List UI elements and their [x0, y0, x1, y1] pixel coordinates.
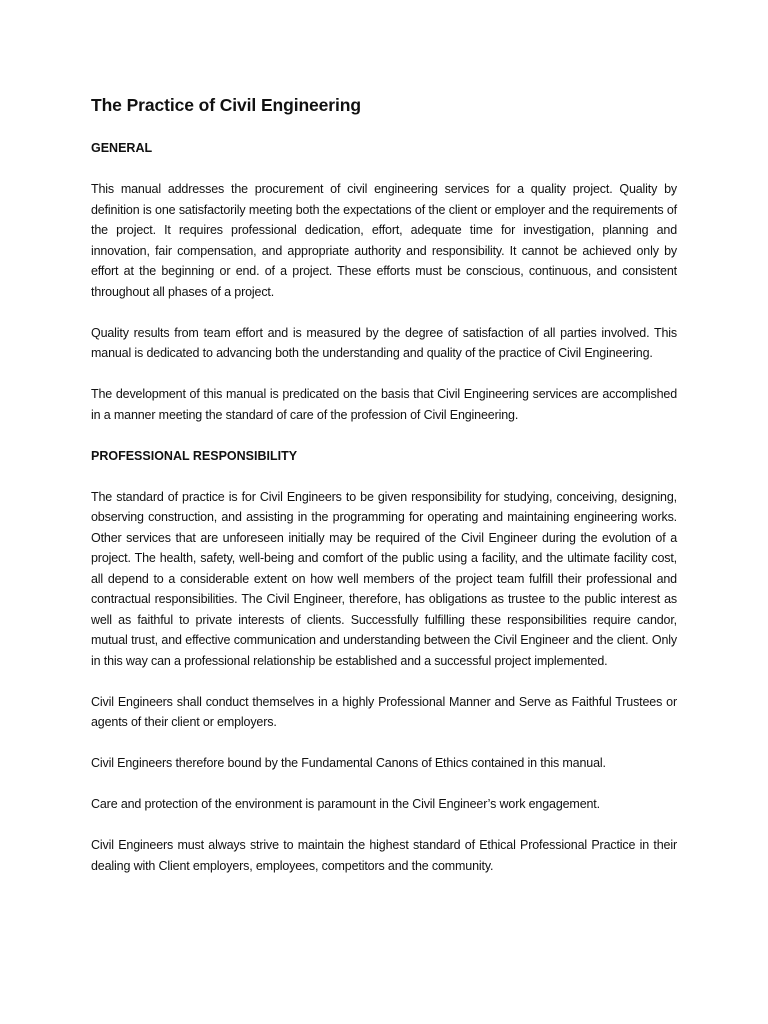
section-heading: PROFESSIONAL RESPONSIBILITY: [91, 448, 298, 463]
paragraph: The standard of practice is for Civil Engineers to be given responsibility for studying, conceiving, designing, observing construction, and assisting in the programming for operating and maintaining engineering works. Other services that are unforeseen initially may be required of the Civil Engineer during the evolution of a project. The health, safety, well-being and comfort of the public using a facility, and the ultimate facility cost, all depend to a considerable extent on how well members of the project team fulfill their professional and contractual responsibilities. The Civil Engineer, therefore, has obligations as trustee to the public interest as well as faithful to private interests of clients. Successfully fulfilling these responsibilities require candor, mutual trust, and effective communication and understanding between the Civil Engineer and the client. Only in this way can a professional relationship be established and a successful project implemented.: [91, 489, 677, 668]
paragraph: Quality results from team effort and is measured by the degree of satisfaction of all parties involved. This manual is dedicated to advancing both the understanding and quality of the practice of Civil Engineering.: [91, 325, 677, 360]
paragraph: Civil Engineers therefore bound by the Fundamental Canons of Ethics contained in this manual.: [91, 756, 606, 770]
paragraph: Civil Engineers shall conduct themselves in a highly Professional Manner and Serve as Faithful Trustees or agents of their client or employers.: [91, 694, 677, 729]
page-title: The Practice of Civil Engineering: [91, 95, 361, 115]
section-heading: GENERAL: [91, 141, 153, 155]
paragraph: This manual addresses the procurement of civil engineering services for a quality project. Quality by definition is one satisfactorily meeting both the expectations of the client or employer and the requirements of the project. It requires professional dedication, effort, adequate time for investigation, planning and innovation, fair compensation, and appropriate authority and responsibility. It cannot be achieved only by effort at the beginning or end. of a project. These efforts must be conscious, continuous, and consistent throughout all phases of a project.: [91, 182, 677, 299]
paragraph: Care and protection of the environment is paramount in the Civil Engineer’s work engagement.: [91, 797, 600, 811]
section-professional-responsibility: [91, 446, 677, 877]
paragraph: Civil Engineers must always strive to maintain the highest standard of Ethical Professional Practice in their dealing with Client employers, employees, competitors and the community.: [91, 838, 677, 873]
document-body: [91, 94, 677, 876]
paragraph: The development of this manual is predicated on the basis that Civil Engineering services are accomplished in a manner meeting the standard of care of the profession of Civil Engineering.: [91, 387, 677, 422]
section-general: [91, 138, 677, 425]
